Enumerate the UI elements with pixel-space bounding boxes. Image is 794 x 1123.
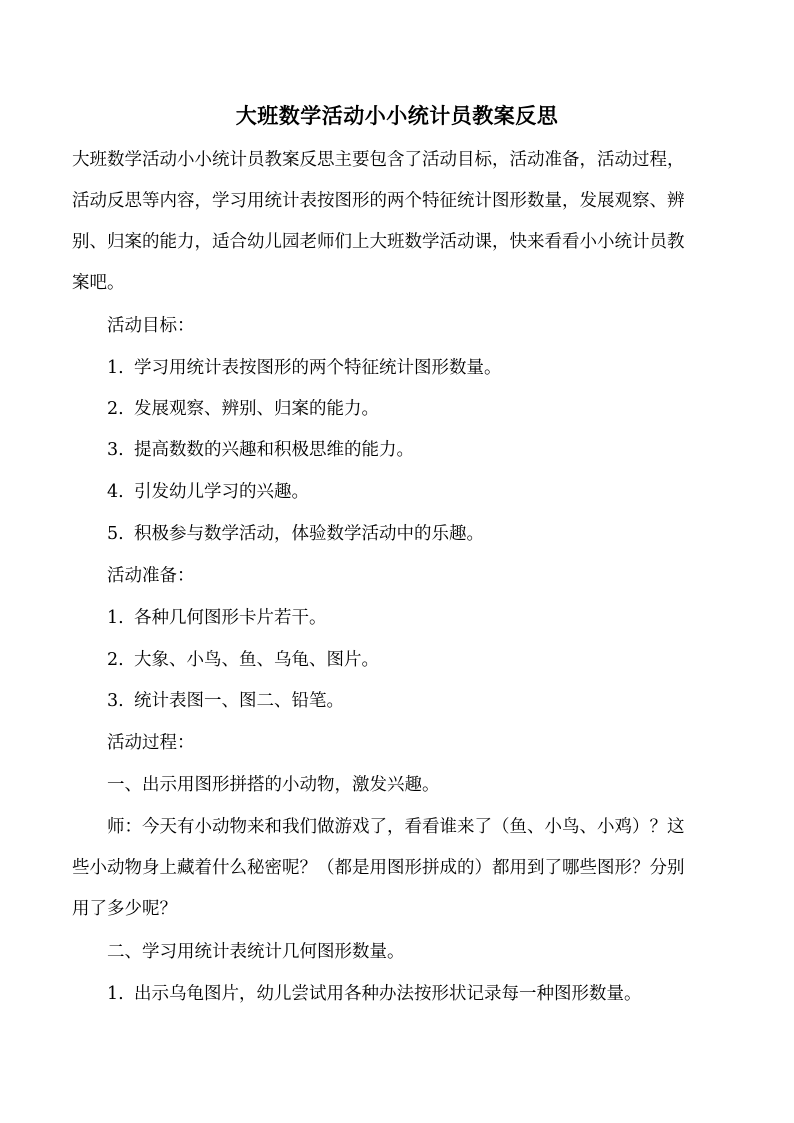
intro-line-3: 别、归案的能力，适合幼儿园老师们上大班数学活动课，快来看看小小统计员教 xyxy=(72,232,685,252)
goal-item-5 xyxy=(107,519,767,549)
prep-item-number: 1. xyxy=(107,608,124,628)
goal-item-2 xyxy=(107,394,767,424)
teacher-line-3: 用了多少呢？ xyxy=(72,899,177,919)
intro-line-1: 大班数学活动小小统计员教案反思主要包含了活动目标，活动准备，活动过程， xyxy=(72,150,685,170)
prep-heading: 活动准备： xyxy=(107,566,195,586)
goal-item-4 xyxy=(107,477,767,507)
process-step-2-item-1 xyxy=(107,979,767,1009)
goal-item-number: 2. xyxy=(107,399,124,419)
teacher-line-2: 些小动物身上藏着什么秘密呢？（都是用图形拼成的）都用到了哪些图形？分别 xyxy=(72,858,685,878)
goal-item-number: 4. xyxy=(107,482,124,502)
goal-item-text: 学习用统计表按图形的两个特征统计图形数量。 xyxy=(134,358,502,378)
teacher-line-1: 师：今天有小动物来和我们做游戏了，看看谁来了（鱼、小鸟、小鸡）？这 xyxy=(107,817,685,837)
prep-item-text: 大象、小鸟、鱼、乌龟、图片。 xyxy=(134,650,379,670)
goal-item-number: 5. xyxy=(107,524,124,544)
goal-item-text: 发展观察、辨别、归案的能力。 xyxy=(134,399,379,419)
goal-item-number: 3. xyxy=(107,440,124,460)
document-title: 大班数学活动小小统计员教案反思 xyxy=(235,103,559,128)
process-step-1: 一、出示用图形拼搭的小动物，激发兴趣。 xyxy=(107,775,440,795)
process-step-2: 二、学习用统计表统计几何图形数量。 xyxy=(107,942,405,962)
prep-item-2 xyxy=(107,645,767,675)
goal-item-text: 提高数数的兴趣和积极思维的能力。 xyxy=(134,440,414,460)
goal-item-text: 引发幼儿学习的兴趣。 xyxy=(134,482,309,502)
goal-item-1 xyxy=(107,353,767,383)
intro-line-4: 案吧。 xyxy=(72,273,125,293)
goal-item-3 xyxy=(107,435,767,465)
process-heading: 活动过程： xyxy=(107,733,195,753)
prep-item-number: 2. xyxy=(107,650,124,670)
prep-item-text: 各种几何图形卡片若干。 xyxy=(134,608,327,628)
prep-item-1 xyxy=(107,603,767,633)
prep-item-text: 统计表图一、图二、铅笔。 xyxy=(134,691,344,711)
goal-item-number: 1. xyxy=(107,358,124,378)
goals-heading: 活动目标： xyxy=(107,316,195,336)
prep-item-number: 3. xyxy=(107,691,124,711)
intro-line-2: 活动反思等内容，学习用统计表按图形的两个特征统计图形数量，发展观察、辨 xyxy=(72,191,685,211)
process-item-text: 出示乌龟图片，幼儿尝试用各种办法按形状记录每一种图形数量。 xyxy=(134,984,642,1004)
prep-item-3 xyxy=(107,686,767,716)
goal-item-text: 积极参与数学活动，体验数学活动中的乐趣。 xyxy=(134,524,484,544)
process-item-number: 1. xyxy=(107,984,124,1004)
